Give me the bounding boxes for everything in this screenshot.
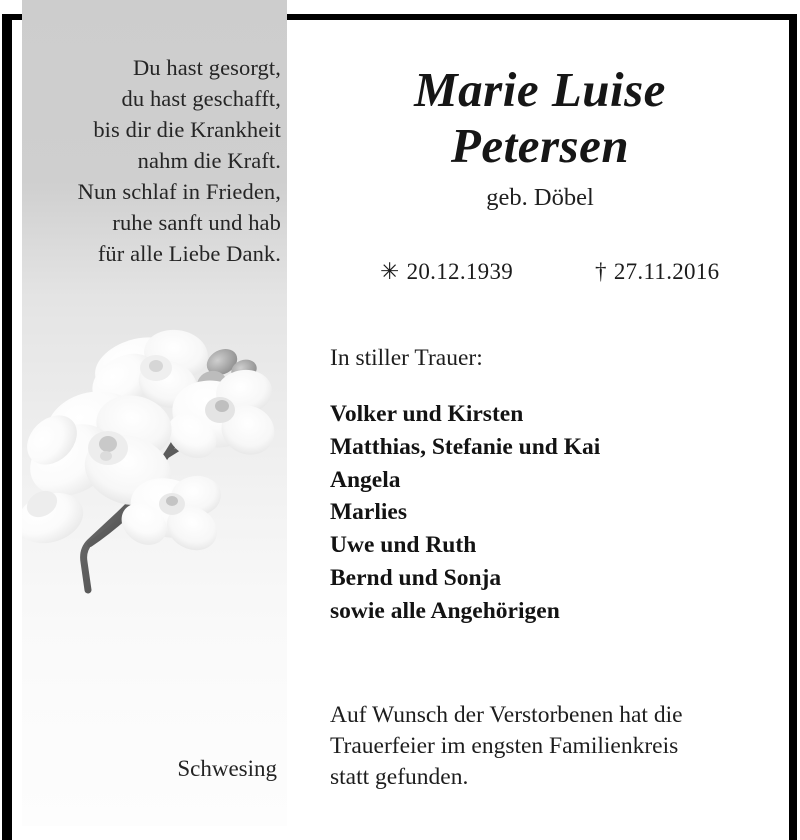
mourner-item: Volker und Kirsten: [330, 401, 524, 427]
closing-line: statt gefunden.: [330, 764, 469, 790]
mourners-list: [330, 398, 600, 628]
birth-star-icon: ✳: [380, 259, 400, 284]
memorial-poem: [29, 52, 281, 269]
mourner-item: Uwe und Ruth: [330, 532, 477, 559]
maiden-name: geb. Döbel: [486, 184, 594, 211]
poem-line: nahm die Kraft.: [137, 148, 281, 173]
birth-date-group: [330, 258, 540, 286]
poem-line: du hast geschafft,: [121, 86, 281, 111]
name-line-first: Marie Luise: [414, 62, 666, 117]
poem-line: für alle Liebe Dank.: [97, 241, 281, 266]
closing-line: Trauerfeier im engsten Familienkreis: [330, 733, 679, 759]
poem-line: Nun schlaf in Frieden,: [77, 179, 281, 204]
orchid-flower-image: [22, 318, 284, 618]
life-dates: [310, 258, 770, 286]
mourning-intro: In stiller Trauer:: [330, 345, 483, 371]
deceased-name-block: [310, 62, 770, 212]
mourner-item: Angela: [330, 466, 401, 493]
funeral-notice: [330, 700, 782, 793]
notice-content: [310, 0, 780, 840]
mourner-item: Bernd und Sonja: [330, 564, 502, 591]
decorative-side-panel: [22, 0, 287, 826]
birth-date: 20.12.1939: [406, 259, 514, 284]
frame-border-left: [2, 14, 12, 840]
mourner-item: Matthias, Stefanie und Kai: [330, 433, 601, 460]
death-cross-icon: †: [595, 259, 607, 284]
death-date: 27.11.2016: [613, 259, 720, 284]
mourner-item: Marlies: [330, 499, 407, 526]
deceased-name: [310, 62, 770, 174]
poem-line: Du hast gesorgt,: [132, 55, 281, 80]
poem-line: ruhe sanft und hab: [112, 210, 281, 235]
name-line-last: Petersen: [450, 118, 630, 173]
poem-line: bis dir die Krankheit: [93, 117, 281, 142]
mourner-item: sowie alle Angehörigen: [330, 597, 560, 624]
closing-line: Auf Wunsch der Verstorbenen hat die: [330, 702, 683, 728]
death-date-group: [540, 258, 750, 286]
frame-border-right: [789, 14, 797, 840]
place-label: Schwesing: [177, 756, 277, 781]
